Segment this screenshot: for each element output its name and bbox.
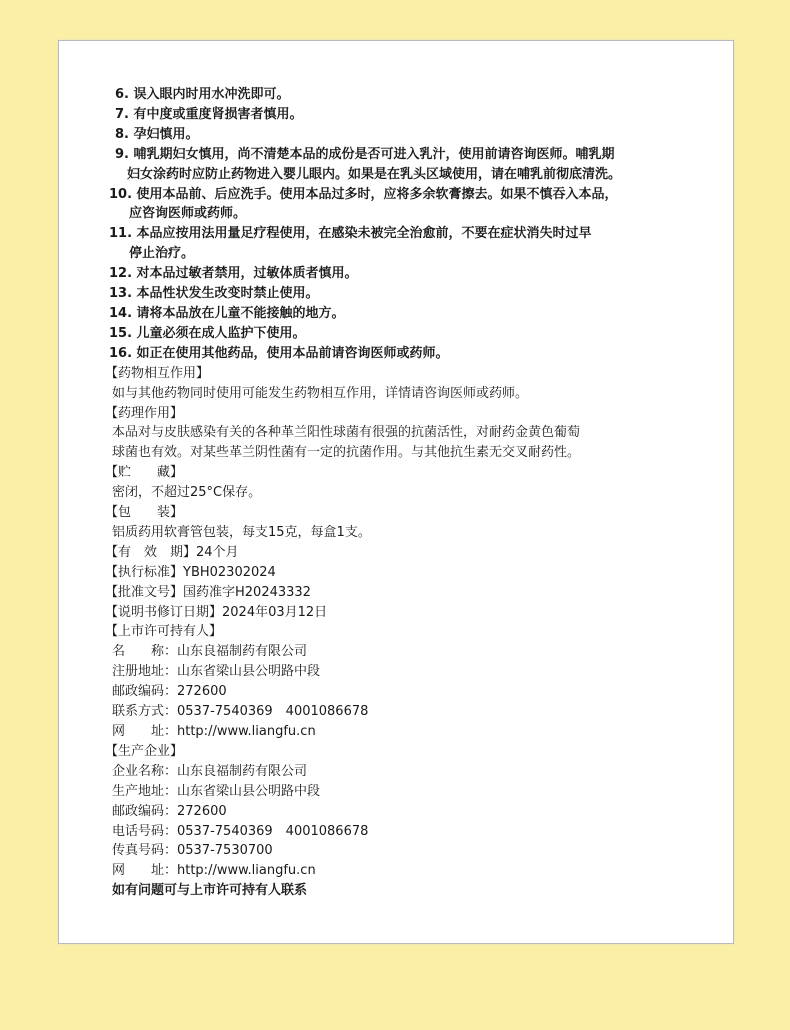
- storage-header: 【贮 藏】: [105, 465, 184, 481]
- interaction-text: 如与其他药物同时使用可能发生药物相互作用，详情请咨询医师或药师。: [112, 385, 529, 401]
- manufacturer-name: 企业名称：山东良福制药有限公司: [112, 763, 308, 779]
- warning-10-continued: 应咨询医师或药师。: [129, 206, 247, 222]
- package-header: 【包 装】: [105, 505, 184, 521]
- warning-14: 14. 请将本品放在儿童不能接触的地方。: [109, 305, 345, 321]
- pharmacology-text-1: 本品对与皮肤感染有关的各种革兰阳性球菌有很强的抗菌活性，对耐药金黄色葡萄: [112, 425, 581, 441]
- holder-header: 【上市许可持有人】: [105, 624, 223, 640]
- holder-website: 网 址：http://www.liangfu.cn: [112, 724, 316, 739]
- warning-16: 16. 如正在使用其他药品，使用本品前请咨询医师或药师。: [109, 345, 449, 361]
- manufacturer-fax: 传真号码：0537-7530700: [112, 843, 273, 859]
- holder-contact: 联系方式：0537-7540369 4001086678: [112, 704, 369, 720]
- approval-line: 【批准文号】国药准字H20243332: [105, 584, 311, 600]
- warning-12: 12. 对本品过敏者禁用，过敏体质者慎用。: [109, 266, 358, 282]
- interaction-header: 【药物相互作用】: [105, 365, 210, 381]
- manufacturer-postcode: 邮政编码：272600: [112, 803, 227, 819]
- pharmacology-header: 【药理作用】: [105, 405, 184, 421]
- warning-11: 11. 本品应按用法用量足疗程使用，在感染未被完全治愈前，不要在症状消失时过早: [109, 226, 592, 242]
- pharmacology-text-2: 球菌也有效。对某些革兰阴性菌有一定的抗菌作用。与其他抗生素无交叉耐药性。: [112, 445, 581, 461]
- holder-postcode: 邮政编码：272600: [112, 684, 227, 700]
- warning-8: 8. 孕妇慎用。: [115, 126, 199, 142]
- footer-note: 如有问题可与上市许可持有人联系: [112, 883, 308, 899]
- manufacturer-header: 【生产企业】: [105, 743, 184, 759]
- warning-9: 9. 哺乳期妇女慎用，尚不清楚本品的成份是否可进入乳汁，使用前请咨询医师。哺乳期: [115, 146, 615, 162]
- revision-date-line: 【说明书修订日期】2024年03月12日: [105, 604, 328, 620]
- warning-11-continued: 停止治疗。: [129, 246, 195, 262]
- warning-13: 13. 本品性状发生改变时禁止使用。: [109, 286, 319, 302]
- warning-15: 15. 儿童必须在成人监护下使用。: [109, 325, 306, 341]
- leaflet-content: [105, 85, 705, 901]
- validity-line: 【有 效 期】24个月: [105, 544, 239, 560]
- warning-9-continued: 妇女涂药时应防止药物进入婴儿眼内。如果是在乳头区域使用，请在哺乳前彻底清洗。: [127, 166, 622, 182]
- holder-name: 名 称：山东良福制药有限公司: [112, 644, 308, 660]
- manufacturer-phone: 电话号码：0537-7540369 4001086678: [112, 823, 369, 839]
- manufacturer-website: 网 址：http://www.liangfu.cn: [112, 863, 316, 879]
- package-text: 铝质药用软膏管包装，每支15克，每盒1支。: [112, 524, 371, 540]
- storage-text: 密闭，不超过25°C保存。: [112, 485, 262, 501]
- leaflet-page: [58, 40, 734, 944]
- holder-address: 注册地址：山东省梁山县公明路中段: [112, 664, 321, 680]
- warning-10: 10. 使用本品前、后应洗手。使用本品过多时，应将多余软膏擦去。如果不慎吞入本品，: [109, 186, 618, 202]
- warning-7: 7. 有中度或重度肾损害者慎用。: [115, 106, 303, 122]
- warning-6: 6. 误入眼内时用水冲洗即可。: [115, 87, 290, 102]
- manufacturer-address: 生产地址：山东省梁山县公明路中段: [112, 783, 321, 799]
- standard-line: 【执行标准】YBH02302024: [105, 564, 276, 580]
